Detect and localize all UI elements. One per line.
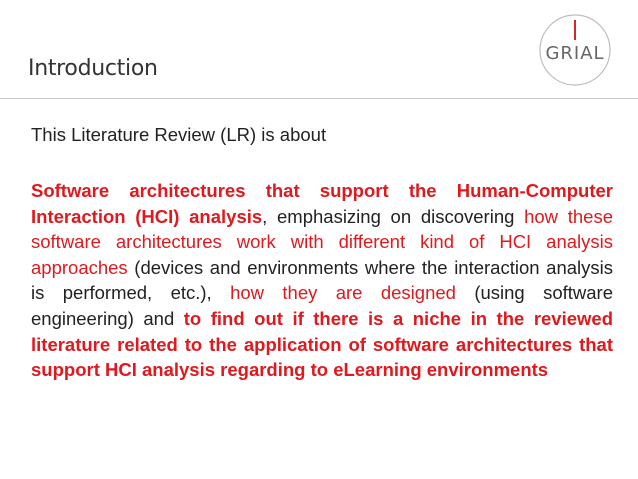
highlight-topic: Software architectures that support the Human-Computer Interaction (HCI) analysis — [31, 180, 613, 227]
grial-logo — [537, 10, 613, 90]
body-text-2: (devices and environments where the interaction analysis is performed, etc.), — [31, 256, 613, 304]
title-divider — [0, 98, 638, 99]
highlight-how-designed: how they are designed — [230, 282, 456, 304]
intro-sentence: This Literature Review (LR) is about — [31, 124, 327, 145]
logo-accent-bar — [574, 20, 576, 40]
body-paragraph — [31, 178, 613, 383]
body-text-3: (using software engineering) and — [31, 282, 614, 329]
highlight-niche: to find out if there is a niche in the reviewed literature related to the application of software architectures that support HCI analysis regarding to eLearning environments — [31, 307, 614, 381]
logo-text: GRIAL — [545, 43, 605, 64]
slide-title: Introduction — [28, 56, 158, 81]
body-text-1: , emphasizing on discovering — [262, 205, 525, 227]
highlight-how-work: how these software architectures work with different kind of HCI analysis approaches — [31, 205, 613, 278]
